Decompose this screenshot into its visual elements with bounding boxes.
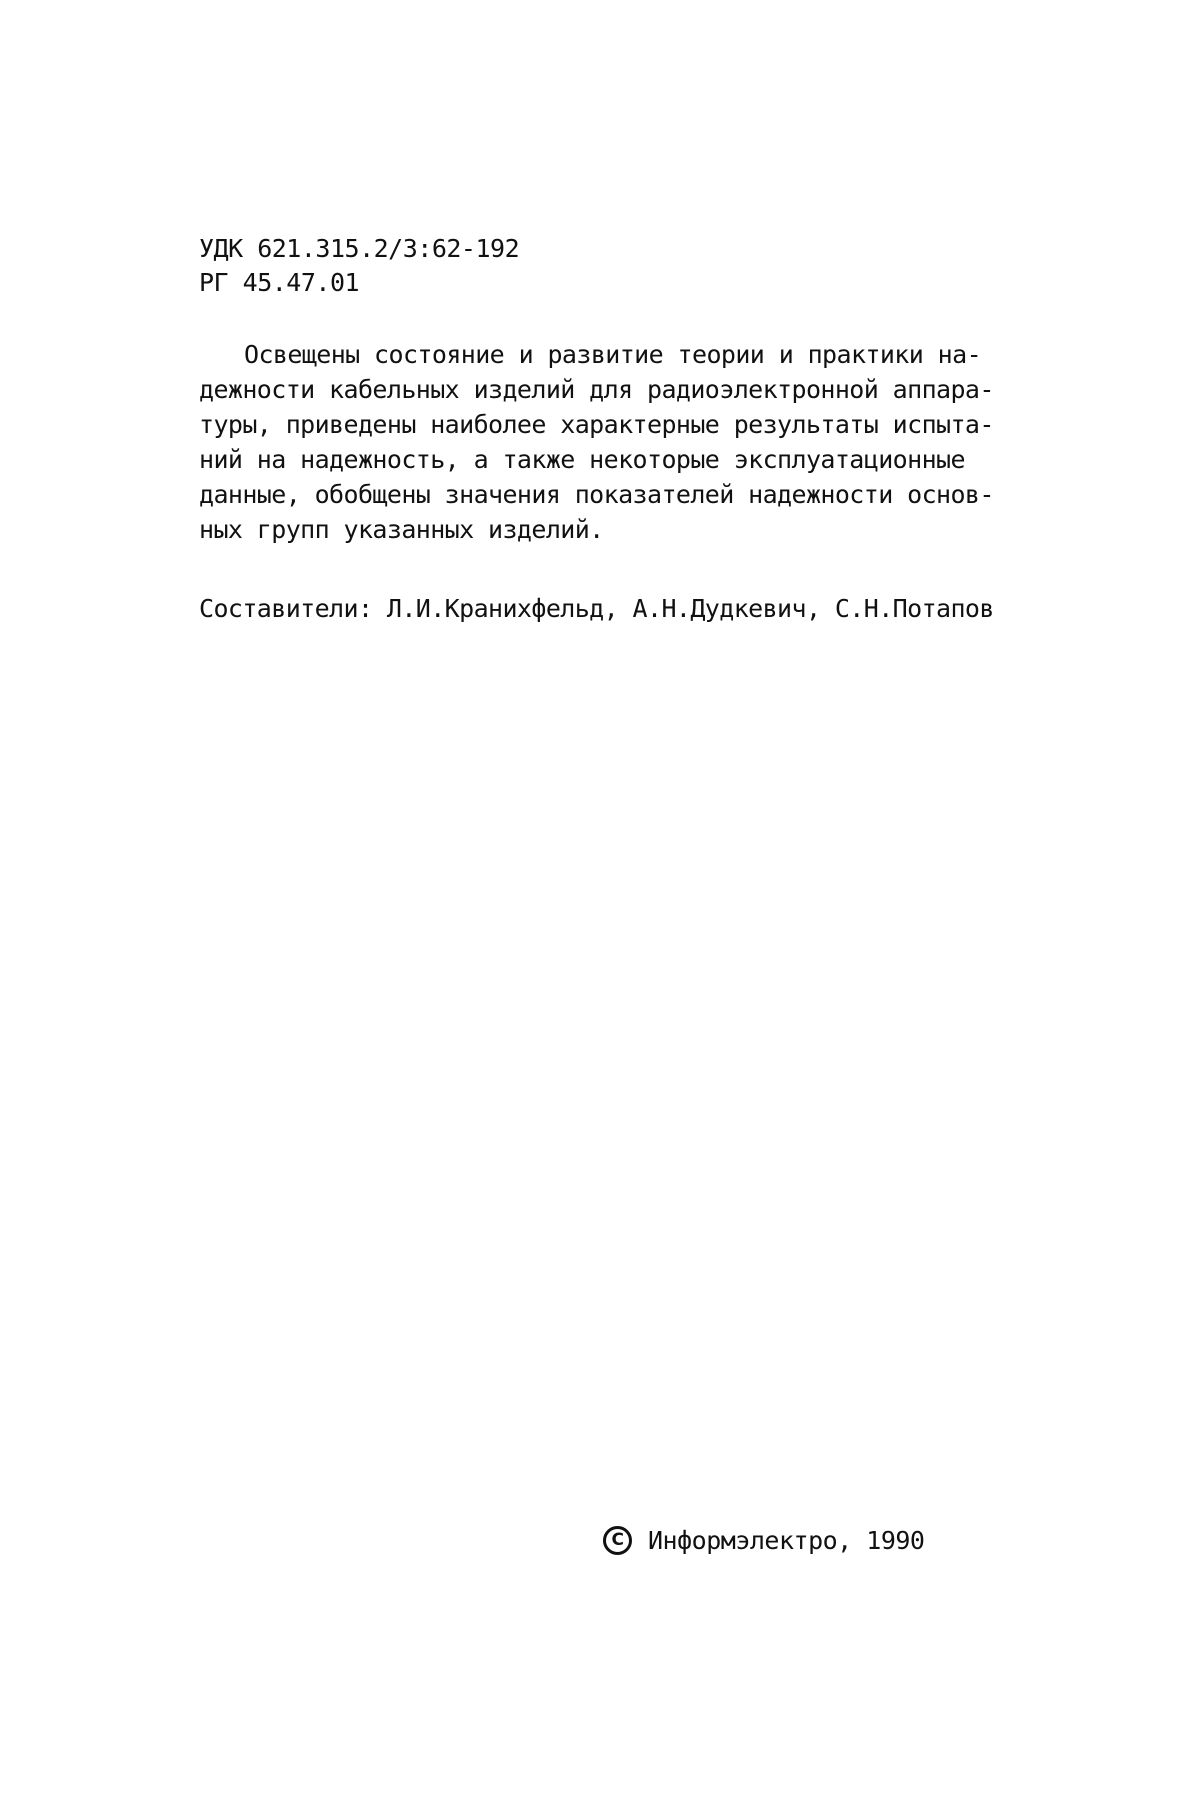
copyright-notice (603, 1523, 924, 1558)
abstract-line: Освещены состояние и развитие теории и практики на- (244, 340, 982, 369)
udc-code: УДК 621.315.2/3:62-192 (199, 234, 520, 263)
abstract-line: данные, обобщены значения показателей надежности основ- (199, 480, 994, 509)
rg-code: РГ 45.47.01 (199, 268, 360, 297)
copyright-icon: C (603, 1526, 632, 1555)
classification-block (199, 232, 519, 300)
abstract-line: ных групп указанных изделий. (199, 515, 604, 544)
abstract-line: дежности кабельных изделий для радиоэлектронной аппара- (199, 375, 994, 404)
abstract-line: туры, приведены наиболее характерные результаты испыта- (199, 410, 994, 439)
compilers-line: Составители: Л.И.Кранихфельд, А.Н.Дудкевич, С.Н.Потапов (199, 594, 994, 623)
abstract-paragraph (199, 337, 1019, 547)
publisher-year: Информэлектро, 1990 (648, 1526, 925, 1555)
abstract-line: ний на надежность, а также некоторые эксплуатационные (199, 445, 965, 474)
